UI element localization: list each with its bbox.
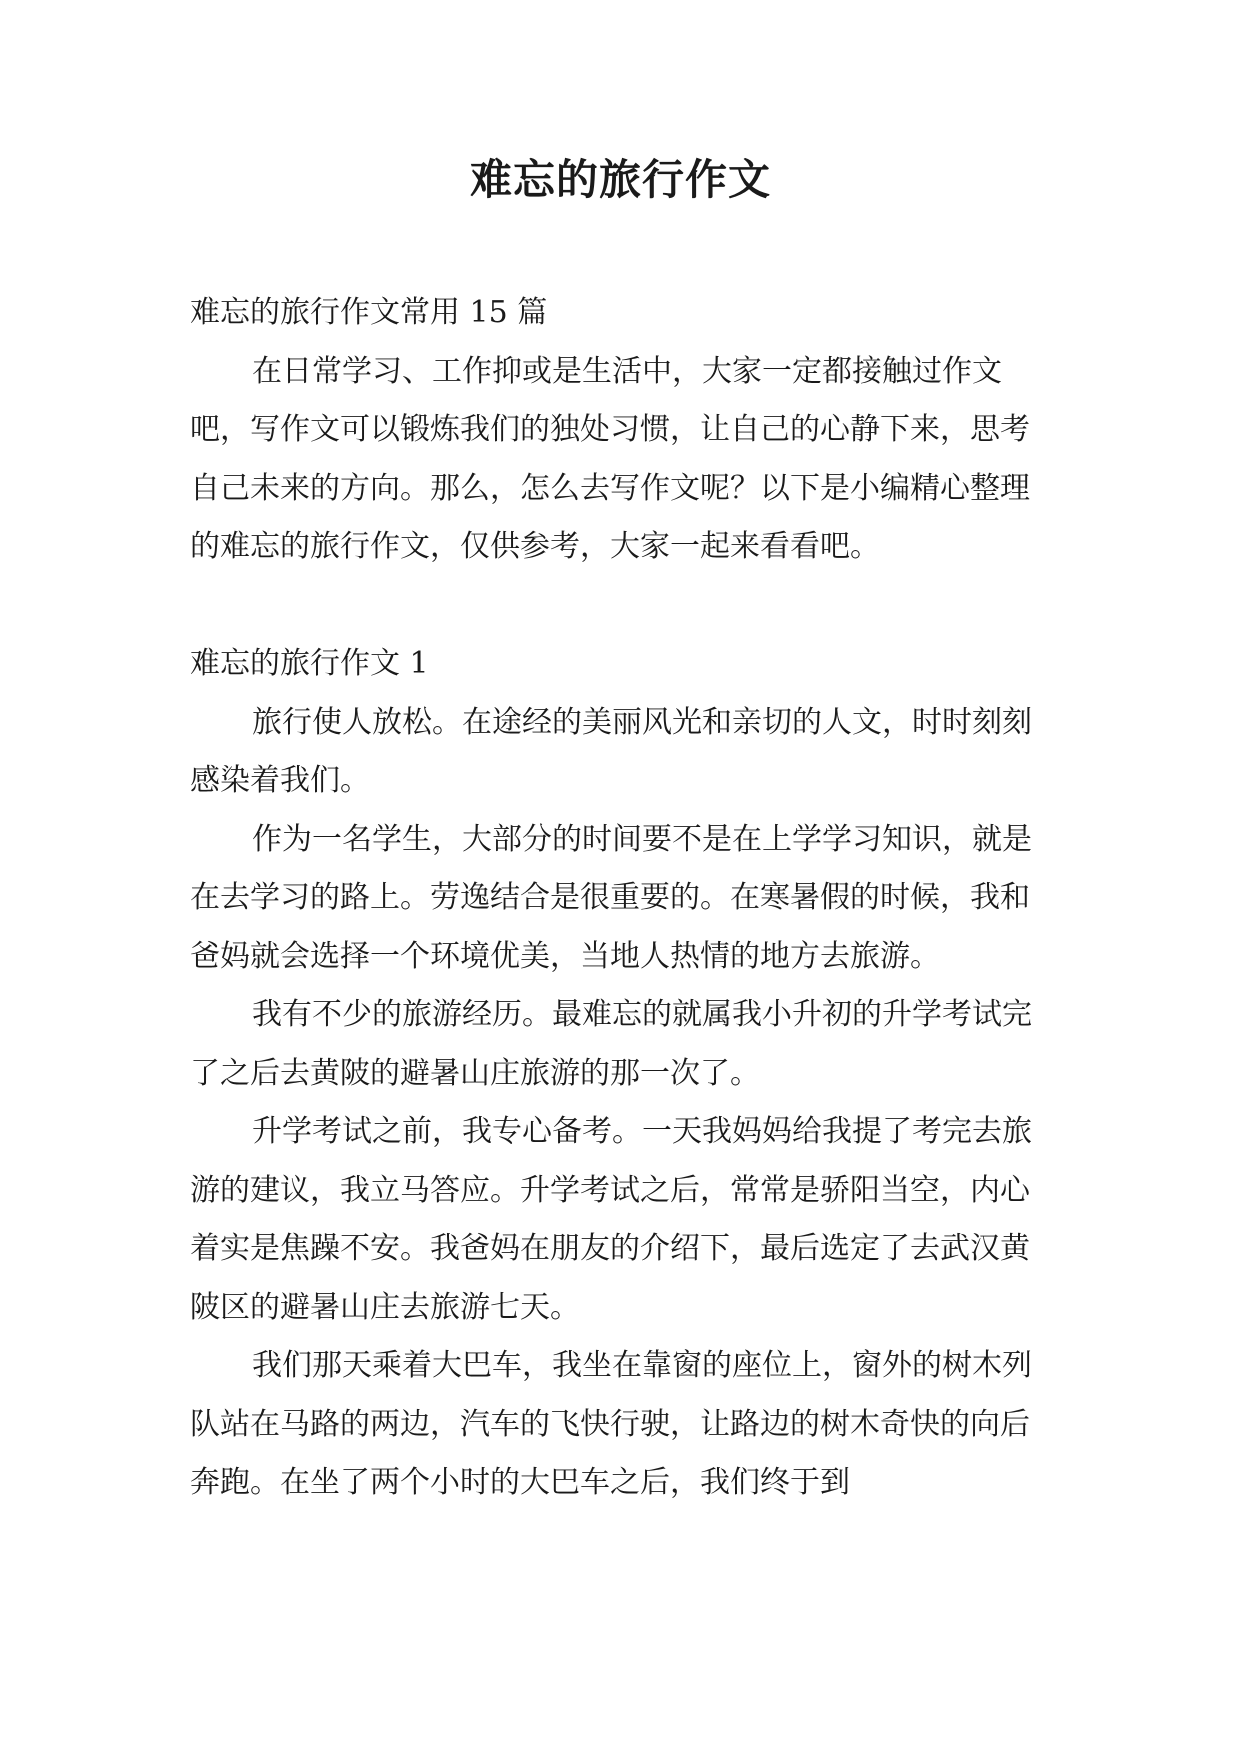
document-body [190,284,1050,1513]
intro-paragraph: 在日常学习、工作抑或是生活中，大家一定都接触过作文吧，写作文可以锻炼我们的独处习惯，让自己的心静下来，思考自己未来的方向。那么，怎么去写作文呢？以下是小编精心整理的难忘的旅行作文，仅供参考，大家一起来看看吧。 [190,353,1030,564]
document-title: 难忘的旅行作文 [469,155,771,204]
section-heading: 难忘的旅行作文 1 [190,646,429,681]
body-paragraph: 升学考试之前，我专心备考。一天我妈妈给我提了考完去旅游的建议，我立马答应。升学考试之后，常常是骄阳当空，内心着实是焦躁不安。我爸妈在朋友的介绍下，最后选定了去武汉黄陂区的避暑山庄去旅游七天。 [190,1114,1032,1325]
document-subtitle: 难忘的旅行作文常用 15 篇 [190,295,548,330]
section-spacer [190,577,1050,636]
body-paragraph: 作为一名学生，大部分的时间要不是在上学学习知识，就是在去学习的路上。劳逸结合是很重要的。在寒暑假的时候，我和爸妈就会选择一个环境优美，当地人热情的地方去旅游。 [190,821,1032,974]
body-paragraph: 我们那天乘着大巴车，我坐在靠窗的座位上，窗外的树木列队站在马路的两边，汽车的飞快行驶，让路边的树木奇快的向后奔跑。在坐了两个小时的大巴车之后，我们终于到 [190,1348,1032,1500]
body-paragraph: 我有不少的旅游经历。最难忘的就属我小升初的升学考试完了之后去黄陂的避暑山庄旅游的那一次了。 [190,997,1032,1091]
body-paragraph: 旅行使人放松。在途经的美丽风光和亲切的人文，时时刻刻感染着我们。 [190,704,1032,798]
